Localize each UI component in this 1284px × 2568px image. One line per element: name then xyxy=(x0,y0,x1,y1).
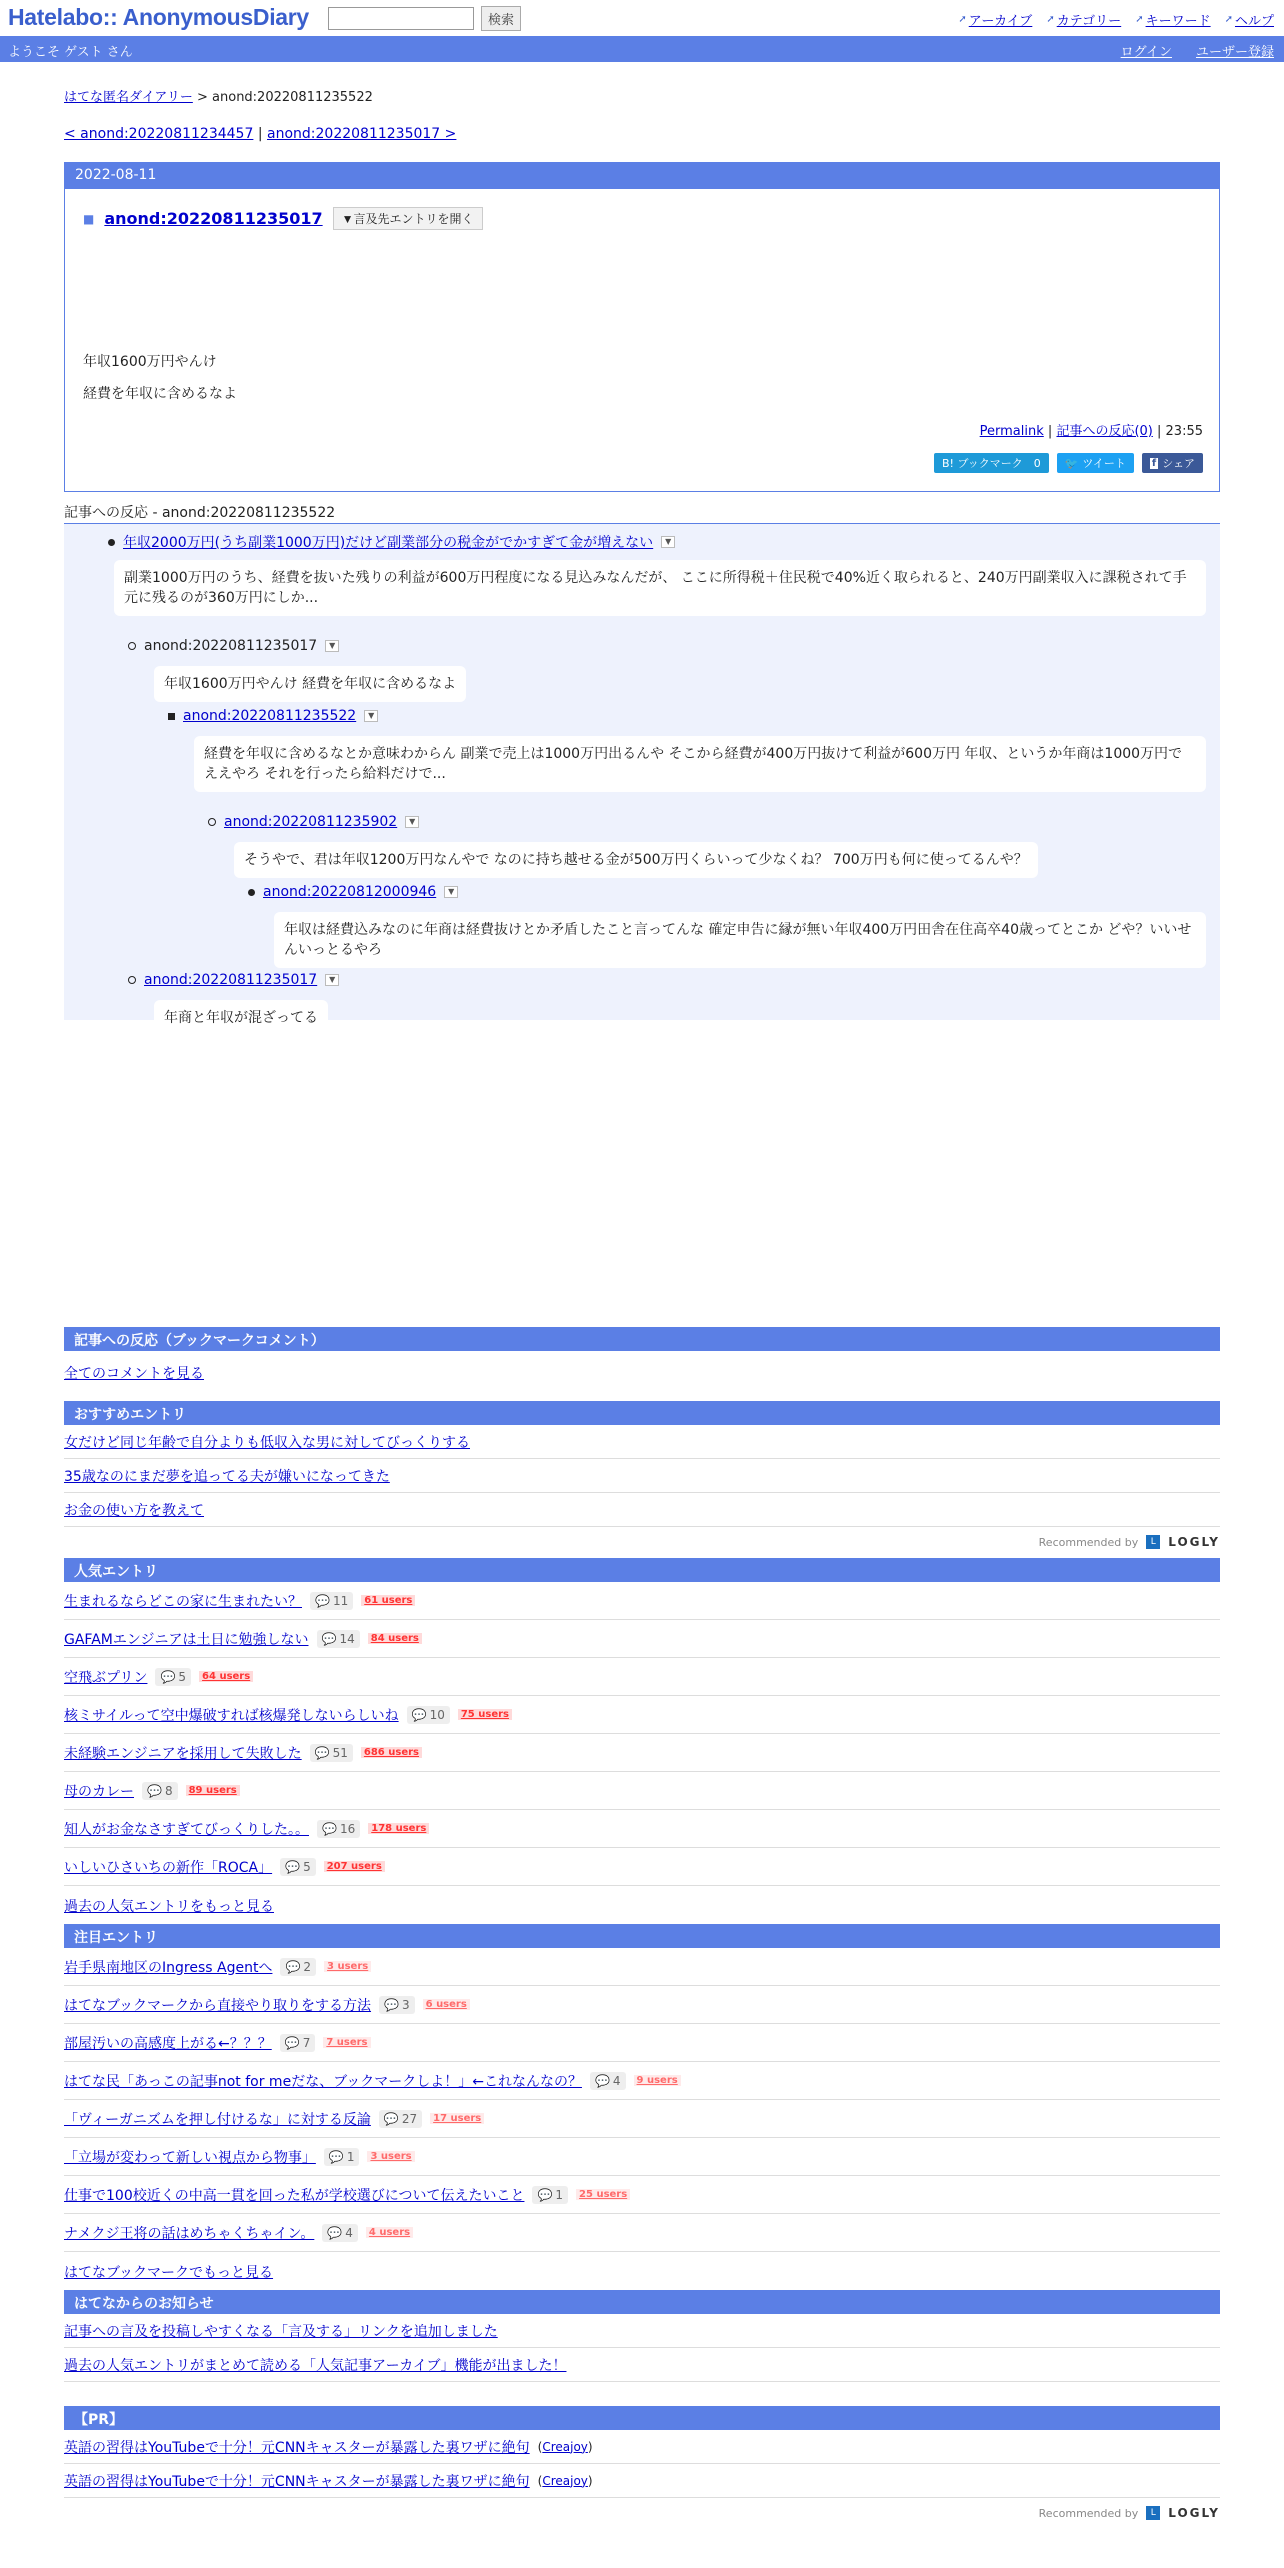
entry-date: 2022-08-11 xyxy=(65,163,1219,189)
bullet xyxy=(168,713,175,720)
comment-count[interactable] xyxy=(379,2110,422,2128)
pr-sponsor-link[interactable]: Creajoy xyxy=(542,2439,588,2454)
entry-title-link[interactable]: anond:20220811235017 xyxy=(104,209,323,228)
breadcrumb-home[interactable]: はてな匿名ダイアリー xyxy=(64,90,193,105)
comment-icon: 💬 xyxy=(383,2111,399,2126)
logly-icon: L xyxy=(1146,2506,1160,2520)
reaction-item xyxy=(248,884,458,900)
comment-count-value: 1 xyxy=(555,2187,564,2202)
list-item xyxy=(64,2176,1220,2214)
entry-time: | 23:55 xyxy=(1157,424,1203,439)
reaction-excerpt: 年収は経費込みなのに年商は経費抜けとか矛盾したこと言ってんな 確定申告に縁が無い年収400万円田舎在住高卒40歳ってとこか どや？いいせんいっとるやろ xyxy=(274,912,1206,968)
entry-body-line: 年収1600万円やんけ xyxy=(83,354,217,370)
comment-icon: 💬 xyxy=(147,1783,162,1798)
list-item xyxy=(64,1948,1220,1986)
comment-icon: 💬 xyxy=(328,2149,344,2164)
facebook-icon: f xyxy=(1151,457,1157,469)
comment-count[interactable] xyxy=(322,2224,358,2242)
reaction-link[interactable]: anond:20220811235902 xyxy=(224,814,398,830)
users-badge[interactable]: 3 users xyxy=(367,2151,414,2162)
comment-icon: 💬 xyxy=(160,1669,176,1684)
tweet-button[interactable] xyxy=(1057,453,1134,473)
comment-icon: 💬 xyxy=(314,1745,330,1760)
arrow-icon: ➚ xyxy=(1135,14,1144,25)
recommended-section xyxy=(64,1401,1220,1557)
arrow-icon: ➚ xyxy=(1046,14,1055,25)
comment-count-value: 27 xyxy=(401,2111,418,2126)
prev-entry-link[interactable]: < anond:20220811234457 xyxy=(64,126,254,142)
entry-link[interactable]: 「立場が変わって新しい視点から物事」 xyxy=(64,2149,316,2166)
list-item xyxy=(64,2464,1220,2498)
reaction-item xyxy=(128,638,339,654)
user-bar xyxy=(0,36,1284,62)
users-badge[interactable]: 64 users xyxy=(199,1671,253,1682)
comment-icon: 💬 xyxy=(411,1707,427,1722)
section-heading: はてなからのお知らせ xyxy=(64,2290,1220,2314)
recommended-by xyxy=(64,2498,1220,2528)
site-logo[interactable]: Hatelabo:: AnonymousDiary xyxy=(8,4,309,30)
reaction-item xyxy=(128,972,339,988)
nav-help-link[interactable]: ヘルプ xyxy=(1234,14,1274,29)
entry-link[interactable]: はてな民「あっこの記事not for meだな、ブックマークしよ！」←これなんなの？ xyxy=(64,2073,582,2090)
pager-sep: | xyxy=(257,126,263,142)
comment-count-value: 10 xyxy=(429,1707,445,1722)
list-item xyxy=(64,1772,1220,1810)
list-item xyxy=(64,1493,1220,1527)
nav-category-link[interactable]: カテゴリー xyxy=(1056,14,1122,29)
meta-sep: | xyxy=(1047,424,1053,439)
comment-count[interactable] xyxy=(310,1744,353,1762)
recommended-by xyxy=(64,1527,1220,1557)
comment-count-value: 8 xyxy=(164,1783,173,1798)
comment-count-value: 11 xyxy=(332,1593,349,1608)
list-item xyxy=(64,1848,1220,1886)
reactions-tree xyxy=(64,524,1220,1026)
users-badge[interactable]: 4 users xyxy=(366,2227,413,2238)
comment-count[interactable] xyxy=(142,1782,178,1800)
entry-link[interactable]: いしいひさいちの新作「ROCA」 xyxy=(64,1859,273,1876)
dropdown-icon[interactable]: ▼ xyxy=(325,974,339,986)
users-badge[interactable]: 9 users xyxy=(634,2075,681,2086)
list-item xyxy=(64,1425,1220,1459)
comment-count[interactable] xyxy=(155,1668,191,1686)
bookmark-comments-section xyxy=(64,1327,1220,1395)
list-item xyxy=(64,1620,1220,1658)
section-heading: おすすめエントリ xyxy=(64,1401,1220,1425)
comment-icon: 💬 xyxy=(327,2225,343,2240)
list-item xyxy=(64,1810,1220,1848)
reaction-excerpt: 経費を年収に含めるなとか意味わからん 副業で売上は1000万円出るんや そこから経費が400万円抜けて利益が600万円 年収、というか年商は1000万円でええやろ それを行ったら給料だけで... xyxy=(194,736,1206,792)
bullet xyxy=(128,976,136,984)
arrow-icon: ➚ xyxy=(958,14,967,25)
list-item xyxy=(64,2314,1220,2348)
popular-section xyxy=(64,1558,1220,1926)
comment-count[interactable] xyxy=(407,1706,450,1724)
entry-link[interactable]: 生まれるならどこの家に生まれたい？ xyxy=(64,1593,302,1610)
reaction-excerpt: 年商と年収が混ざってる xyxy=(154,1000,328,1036)
entry-link[interactable]: 核ミサイルって空中爆破すれば核爆発しないらしいね xyxy=(64,1707,399,1724)
list-item xyxy=(64,2062,1220,2100)
list-item xyxy=(64,2024,1220,2062)
bullet xyxy=(208,818,216,826)
reaction-excerpt: 年収1600万円やんけ 経費を年収に含めるなよ xyxy=(154,666,466,702)
bullet xyxy=(128,642,136,650)
nav-keyword-link[interactable]: キーワード xyxy=(1145,14,1211,29)
reaction-current-label: anond:20220811235017 xyxy=(144,638,318,654)
pr-sponsor: (Creajoy) xyxy=(537,2439,593,2454)
bullet xyxy=(108,539,115,546)
comment-icon: 💬 xyxy=(322,1821,337,1836)
hatena-bookmark-label: B! ブックマーク 0 xyxy=(942,457,1041,470)
dropdown-icon[interactable]: ▼ xyxy=(405,816,419,828)
recommended-link[interactable]: お金の使い方を教えて xyxy=(64,1502,204,1519)
section-heading: 注目エントリ xyxy=(64,1924,1220,1948)
notices-section xyxy=(64,2290,1220,2382)
breadcrumb-current: anond:20220811235522 xyxy=(212,90,373,105)
comment-count-value: 4 xyxy=(612,2073,621,2088)
notice-link[interactable]: 記事への言及を投稿しやすくなる「言及する」リンクを追加しました xyxy=(64,2323,498,2340)
pr-section xyxy=(64,2406,1220,2528)
comment-count-value: 16 xyxy=(339,1821,356,1836)
list-item xyxy=(64,1658,1220,1696)
nav-keyword[interactable] xyxy=(1135,10,1210,29)
comment-icon: 💬 xyxy=(321,1631,337,1646)
pr-link[interactable]: 英語の習得はYouTubeで十分！元CNNキャスターが暴露した裏ワザに絶句 xyxy=(64,2439,530,2456)
reaction-item xyxy=(108,532,675,552)
entry-body-line: 経費を年収に含めるなよ xyxy=(83,386,237,402)
dropdown-icon[interactable]: ▼ xyxy=(364,710,378,722)
list-item xyxy=(64,1734,1220,1772)
users-badge[interactable]: 75 users xyxy=(458,1709,512,1720)
notice-link[interactable]: 過去の人気エントリがまとめて読める「人気記事アーカイブ」機能が出ました！ xyxy=(64,2357,567,2374)
breadcrumb-sep: > xyxy=(196,90,208,105)
comment-icon: 💬 xyxy=(537,2187,553,2202)
entry-link[interactable]: 「ヴィーガニズムを押し付けるな」に対する反論 xyxy=(64,2111,371,2128)
users-badge[interactable]: 61 users xyxy=(361,1595,415,1606)
section-heading: 人気エントリ xyxy=(64,1558,1220,1582)
comment-icon: 💬 xyxy=(285,1959,301,1974)
comment-count-value: 7 xyxy=(302,2035,311,2050)
register-link[interactable]: ユーザー登録 xyxy=(1195,45,1274,60)
comment-count-value: 5 xyxy=(178,1669,187,1684)
section-heading: 記事への反応（ブックマークコメント） xyxy=(64,1327,1220,1351)
entry-link[interactable]: 部屋汚いの高感度上がる←？？？ xyxy=(64,2035,272,2052)
nav-archive-link[interactable]: アーカイブ xyxy=(968,14,1033,29)
logly-icon: L xyxy=(1146,1535,1160,1549)
section-heading: 【PR】 xyxy=(64,2406,1220,2430)
recommended-link[interactable]: 35歳なのにまだ夢を追ってる夫が嫌いになってきた xyxy=(64,1468,390,1485)
users-badge[interactable]: 3 users xyxy=(324,1961,371,1972)
next-entry-link[interactable]: anond:20220811235017 > xyxy=(267,126,457,142)
entry-link[interactable]: GAFAMエンジニアは土日に勉強しない xyxy=(64,1631,309,1648)
entry-link[interactable]: 知人がお金なさすぎてびっくりした。。 xyxy=(64,1821,309,1838)
recommended-by-label: Recommended by xyxy=(1038,2506,1139,2520)
entry-link[interactable]: はてなブックマークから直接やり取りをする方法 xyxy=(64,1997,372,2014)
list-item xyxy=(64,2430,1220,2464)
users-badge[interactable]: 686 users xyxy=(361,1747,422,1758)
all-comments-row xyxy=(64,1351,1220,1395)
nav-help[interactable] xyxy=(1225,10,1274,29)
facebook-share-label: シェア xyxy=(1162,457,1195,470)
top-nav xyxy=(958,10,1274,29)
logly-logo[interactable]: LOGLY xyxy=(1168,2506,1220,2520)
comment-icon: 💬 xyxy=(285,1859,301,1874)
entry-link[interactable]: 未経験エンジニアを採用して失敗した xyxy=(64,1745,302,1762)
entry-link[interactable]: 母のカレー xyxy=(64,1783,134,1800)
entry-pager xyxy=(64,126,456,142)
reactions-heading: 記事への反応 - anond:20220811235522 xyxy=(64,502,1220,524)
users-badge[interactable]: 6 users xyxy=(423,1999,470,2010)
comment-count-value: 2 xyxy=(303,1959,312,1974)
comment-icon: 💬 xyxy=(594,2073,610,2088)
dropdown-icon[interactable]: ▼ xyxy=(325,640,339,652)
comment-count[interactable] xyxy=(379,1996,415,2014)
arrow-icon: ➚ xyxy=(1224,14,1233,25)
comment-count[interactable] xyxy=(317,1820,360,1838)
comment-count[interactable] xyxy=(280,1858,316,1876)
welcome-text: ようこそ ゲスト さん xyxy=(8,45,133,60)
bullet xyxy=(248,889,255,896)
comment-count-value: 4 xyxy=(345,2225,353,2240)
pr-link[interactable]: 英語の習得はYouTubeで十分！元CNNキャスターが暴露した裏ワザに絶句 xyxy=(64,2473,530,2490)
dropdown-icon[interactable]: ▼ xyxy=(661,536,675,548)
comment-count-value: 14 xyxy=(339,1631,355,1646)
users-badge[interactable]: 25 users xyxy=(576,2189,630,2200)
share-buttons xyxy=(934,453,1203,473)
pr-sponsor: (Creajoy) xyxy=(537,2473,593,2488)
reaction-link[interactable]: anond:20220812000946 xyxy=(263,884,437,900)
users-badge[interactable]: 17 users xyxy=(430,2113,484,2124)
comment-count[interactable] xyxy=(280,1958,316,1976)
facebook-share-button[interactable] xyxy=(1142,453,1203,473)
square-icon: ■ xyxy=(83,211,95,226)
list-item xyxy=(64,1459,1220,1493)
comment-icon: 💬 xyxy=(284,2035,300,2050)
entry-link[interactable]: 空飛ぶプリン xyxy=(64,1669,148,1686)
list-item xyxy=(64,1582,1220,1620)
comment-count-value: 3 xyxy=(401,1997,410,2012)
users-badge[interactable]: 84 users xyxy=(368,1633,422,1644)
reaction-excerpt: そうやで、君は年収1200万円なんやで なのに持ち越せる金が500万円くらいって少なくね？ 700万円も何に使ってるんや？ xyxy=(234,842,1038,878)
reaction-excerpt: 副業1000万円のうち、経費を抜いた残りの利益が600万円程度になる見込みなんだが、 ここに所得税＋住民税で40%近く取られると、240万円副業収入に課税されて手元に残るのが360万円にしか... xyxy=(114,560,1206,616)
hatena-bookmark-button[interactable] xyxy=(934,453,1049,473)
list-item xyxy=(64,2100,1220,2138)
dropdown-icon[interactable]: ▼ xyxy=(444,886,458,898)
popular-more-row xyxy=(64,1886,1220,1926)
reaction-link[interactable]: anond:20220811235017 xyxy=(144,972,318,988)
notable-more-link[interactable]: はてなブックマークでもっと見る xyxy=(64,2265,274,2281)
entry-box xyxy=(64,162,1220,492)
all-comments-link[interactable]: 全てのコメントを見る xyxy=(64,1366,204,1382)
users-badge[interactable]: 7 users xyxy=(323,2037,370,2048)
top-bar xyxy=(0,0,1284,36)
users-badge[interactable]: 89 users xyxy=(186,1785,240,1796)
nav-archive[interactable] xyxy=(958,10,1032,29)
comment-count[interactable] xyxy=(590,2072,626,2090)
recommended-by-label: Recommended by xyxy=(1038,1535,1139,1549)
popular-more-link[interactable]: 過去の人気エントリをもっと見る xyxy=(64,1899,274,1915)
reactions-count-link[interactable]: 記事への反応(0) xyxy=(1056,424,1153,439)
permalink-link[interactable]: Permalink xyxy=(979,424,1044,439)
users-badge[interactable]: 207 users xyxy=(324,1861,385,1872)
comment-count-value: 1 xyxy=(346,2149,355,2164)
entry-meta xyxy=(980,420,1203,439)
reaction-item xyxy=(208,814,419,830)
search-input[interactable] xyxy=(328,7,474,30)
comment-count[interactable] xyxy=(324,2148,360,2166)
comment-count-value: 51 xyxy=(332,1745,348,1760)
reaction-link[interactable]: 年収2000万円(うち副業1000万円)だけど副業部分の税金がでかすぎて金が増えない xyxy=(123,535,654,551)
comment-count[interactable] xyxy=(317,1630,360,1648)
login-link[interactable]: ログイン xyxy=(1120,45,1172,60)
open-referenced-entry-button[interactable]: ▼言及先エントリを開く xyxy=(333,207,483,230)
entry-title-row xyxy=(83,207,483,230)
entry-link[interactable]: 岩手県南地区のIngress Agentへ xyxy=(64,1959,273,1976)
notable-more-row xyxy=(64,2252,1220,2292)
list-item xyxy=(64,1986,1220,2024)
recommended-link[interactable]: 女だけど同じ年齢で自分よりも低収入な男に対してびっくりする xyxy=(64,1434,470,1451)
users-badge[interactable]: 178 users xyxy=(368,1823,429,1834)
comment-count-value: 5 xyxy=(303,1859,311,1874)
search-button[interactable]: 検索 xyxy=(481,6,521,31)
tweet-label: ツイート xyxy=(1082,457,1126,470)
notable-section xyxy=(64,1924,1220,2292)
list-item xyxy=(64,1696,1220,1734)
entry-link[interactable]: 仕事で100校近くの中高一貫を回った私が学校選びについて伝えたいこと xyxy=(64,2187,525,2204)
comment-icon: 💬 xyxy=(384,1997,399,2012)
list-item xyxy=(64,2348,1220,2382)
reaction-item xyxy=(168,708,378,724)
list-item xyxy=(64,2214,1220,2252)
reaction-link[interactable]: anond:20220811235522 xyxy=(183,708,357,724)
twitter-icon: 🐦 xyxy=(1064,456,1079,470)
breadcrumb xyxy=(64,86,373,105)
nav-category[interactable] xyxy=(1046,10,1121,29)
list-item xyxy=(64,2138,1220,2176)
pr-sponsor-link[interactable]: Creajoy xyxy=(542,2473,588,2488)
comment-count[interactable] xyxy=(532,2186,568,2204)
logly-logo[interactable]: LOGLY xyxy=(1168,1535,1220,1549)
comment-count[interactable] xyxy=(280,2034,316,2052)
comment-icon: 💬 xyxy=(315,1593,330,1608)
comment-count[interactable] xyxy=(310,1592,353,1610)
entry-link[interactable]: ナメクジ王将の話はめちゃくちゃイン。 xyxy=(64,2225,315,2242)
